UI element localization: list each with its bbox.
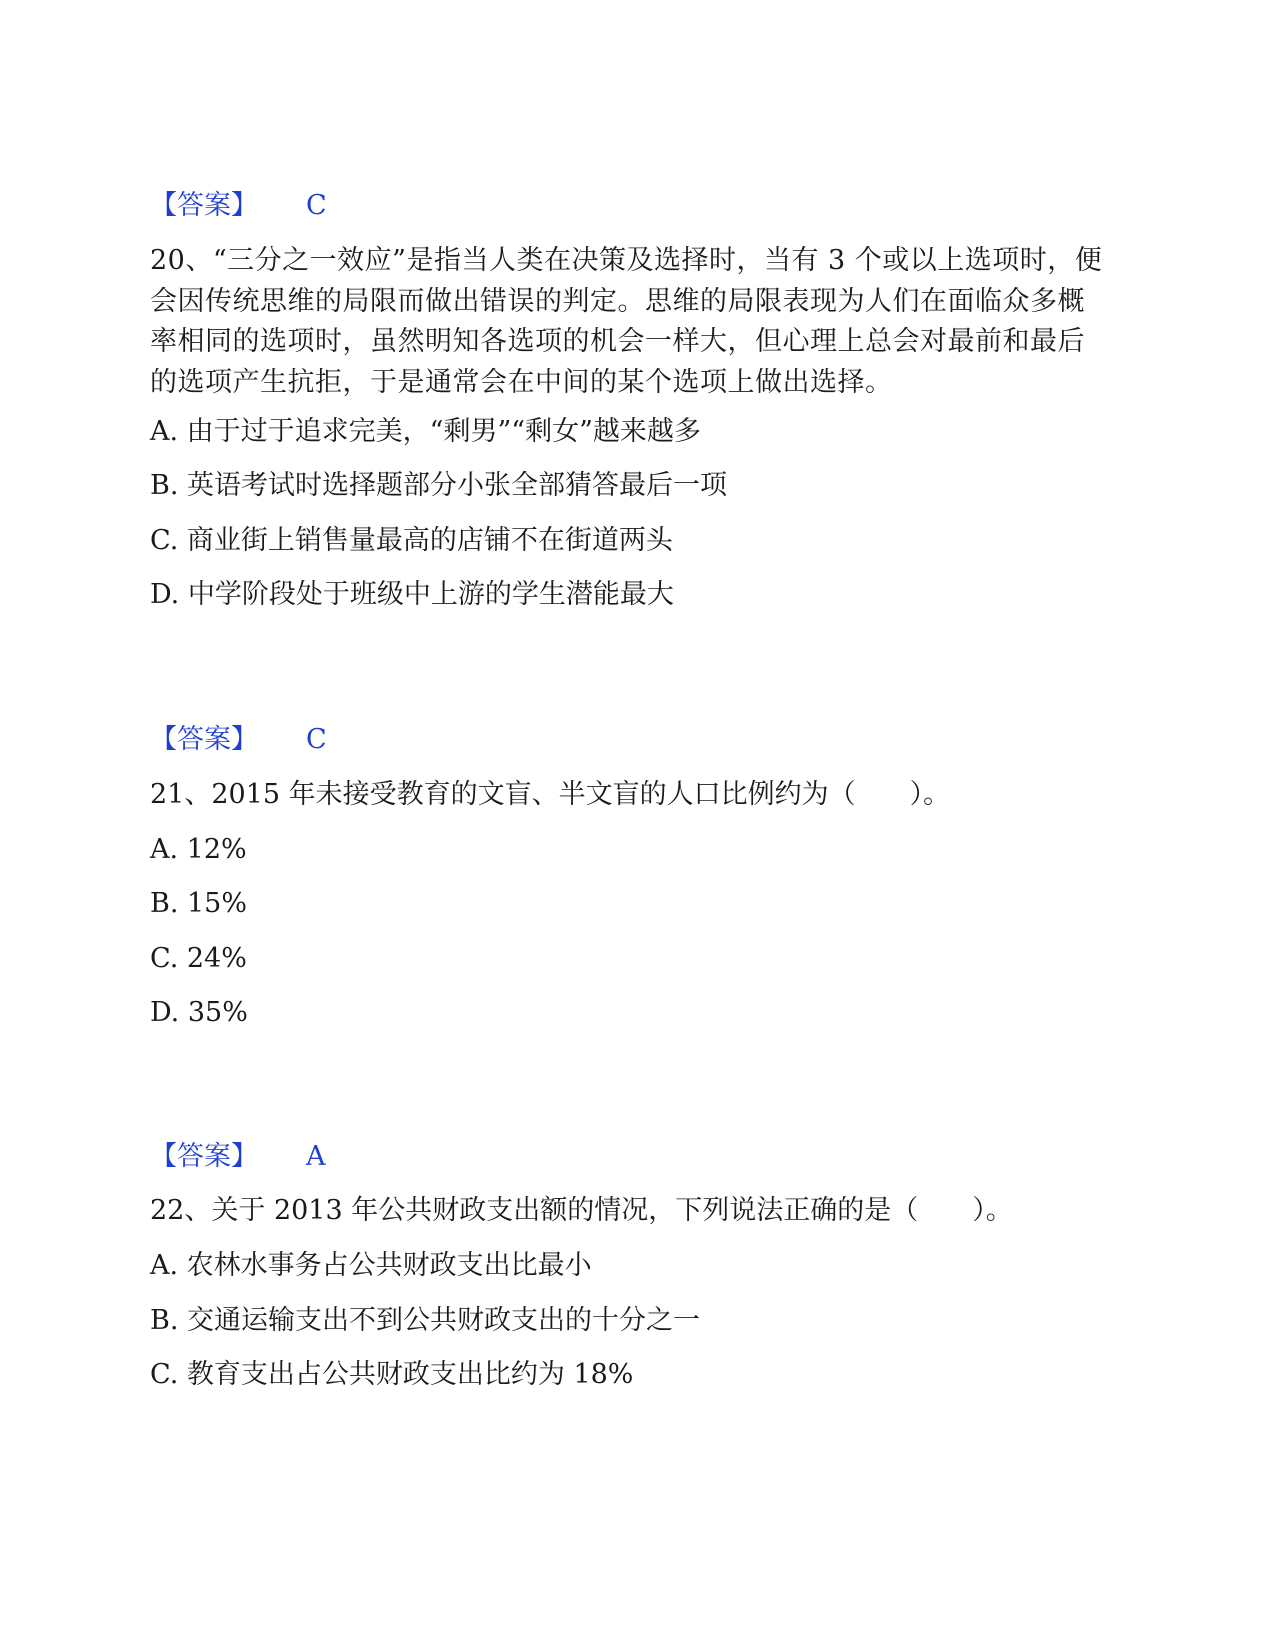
question-text: 21、2015 年未接受教育的文盲、半文盲的人口比例约为（ ）。: [150, 779, 951, 810]
question-text: 20、“三分之一效应”是指当人类在决策及选择时，当有 3 个或以上选项时，便会因传统思维的局限而做出错误的判定。思维的局限表现为人们在面临众多概率相同的选项时，虽然明知各选项的机会一样大，但心理上总会对最前和最后的选项产生抗拒，于是通常会在中间的某个选项上做出选择。: [150, 245, 1103, 398]
answer-value: A: [306, 1141, 326, 1172]
option-c: C. 教育支出占公共财政支出比约为 18%: [150, 1359, 634, 1390]
answer-line: [150, 186, 327, 226]
option-d: D. 中学阶段处于班级中上游的学生潜能最大: [150, 579, 674, 610]
option-c: C. 24%: [150, 943, 247, 974]
option-a: A. 农林水事务占公共财政支出比最小: [150, 1250, 592, 1281]
option-a: A. 12%: [150, 834, 247, 865]
option-d: D. 35%: [150, 997, 248, 1028]
option-b: B. 交通运输支出不到公共财政支出的十分之一: [150, 1305, 701, 1336]
answer-label: 【答案】: [150, 724, 258, 755]
option-b: B. 英语考试时选择题部分小张全部猜答最后一项: [150, 470, 728, 501]
option-c: C. 商业街上销售量最高的店铺不在街道两头: [150, 525, 673, 556]
answer-label: 【答案】: [150, 1141, 258, 1172]
option-a: A. 由于过于追求完美，“剩男”“剩女”越来越多: [150, 416, 701, 447]
answer-label: 【答案】: [150, 190, 258, 221]
answer-value: C: [306, 724, 327, 755]
answer-line: [150, 1137, 326, 1177]
answer-line: [150, 720, 327, 760]
question-text: 22、关于 2013 年公共财政支出额的情况，下列说法正确的是（ ）。: [150, 1195, 1013, 1226]
option-b: B. 15%: [150, 888, 248, 919]
answer-value: C: [306, 190, 327, 221]
